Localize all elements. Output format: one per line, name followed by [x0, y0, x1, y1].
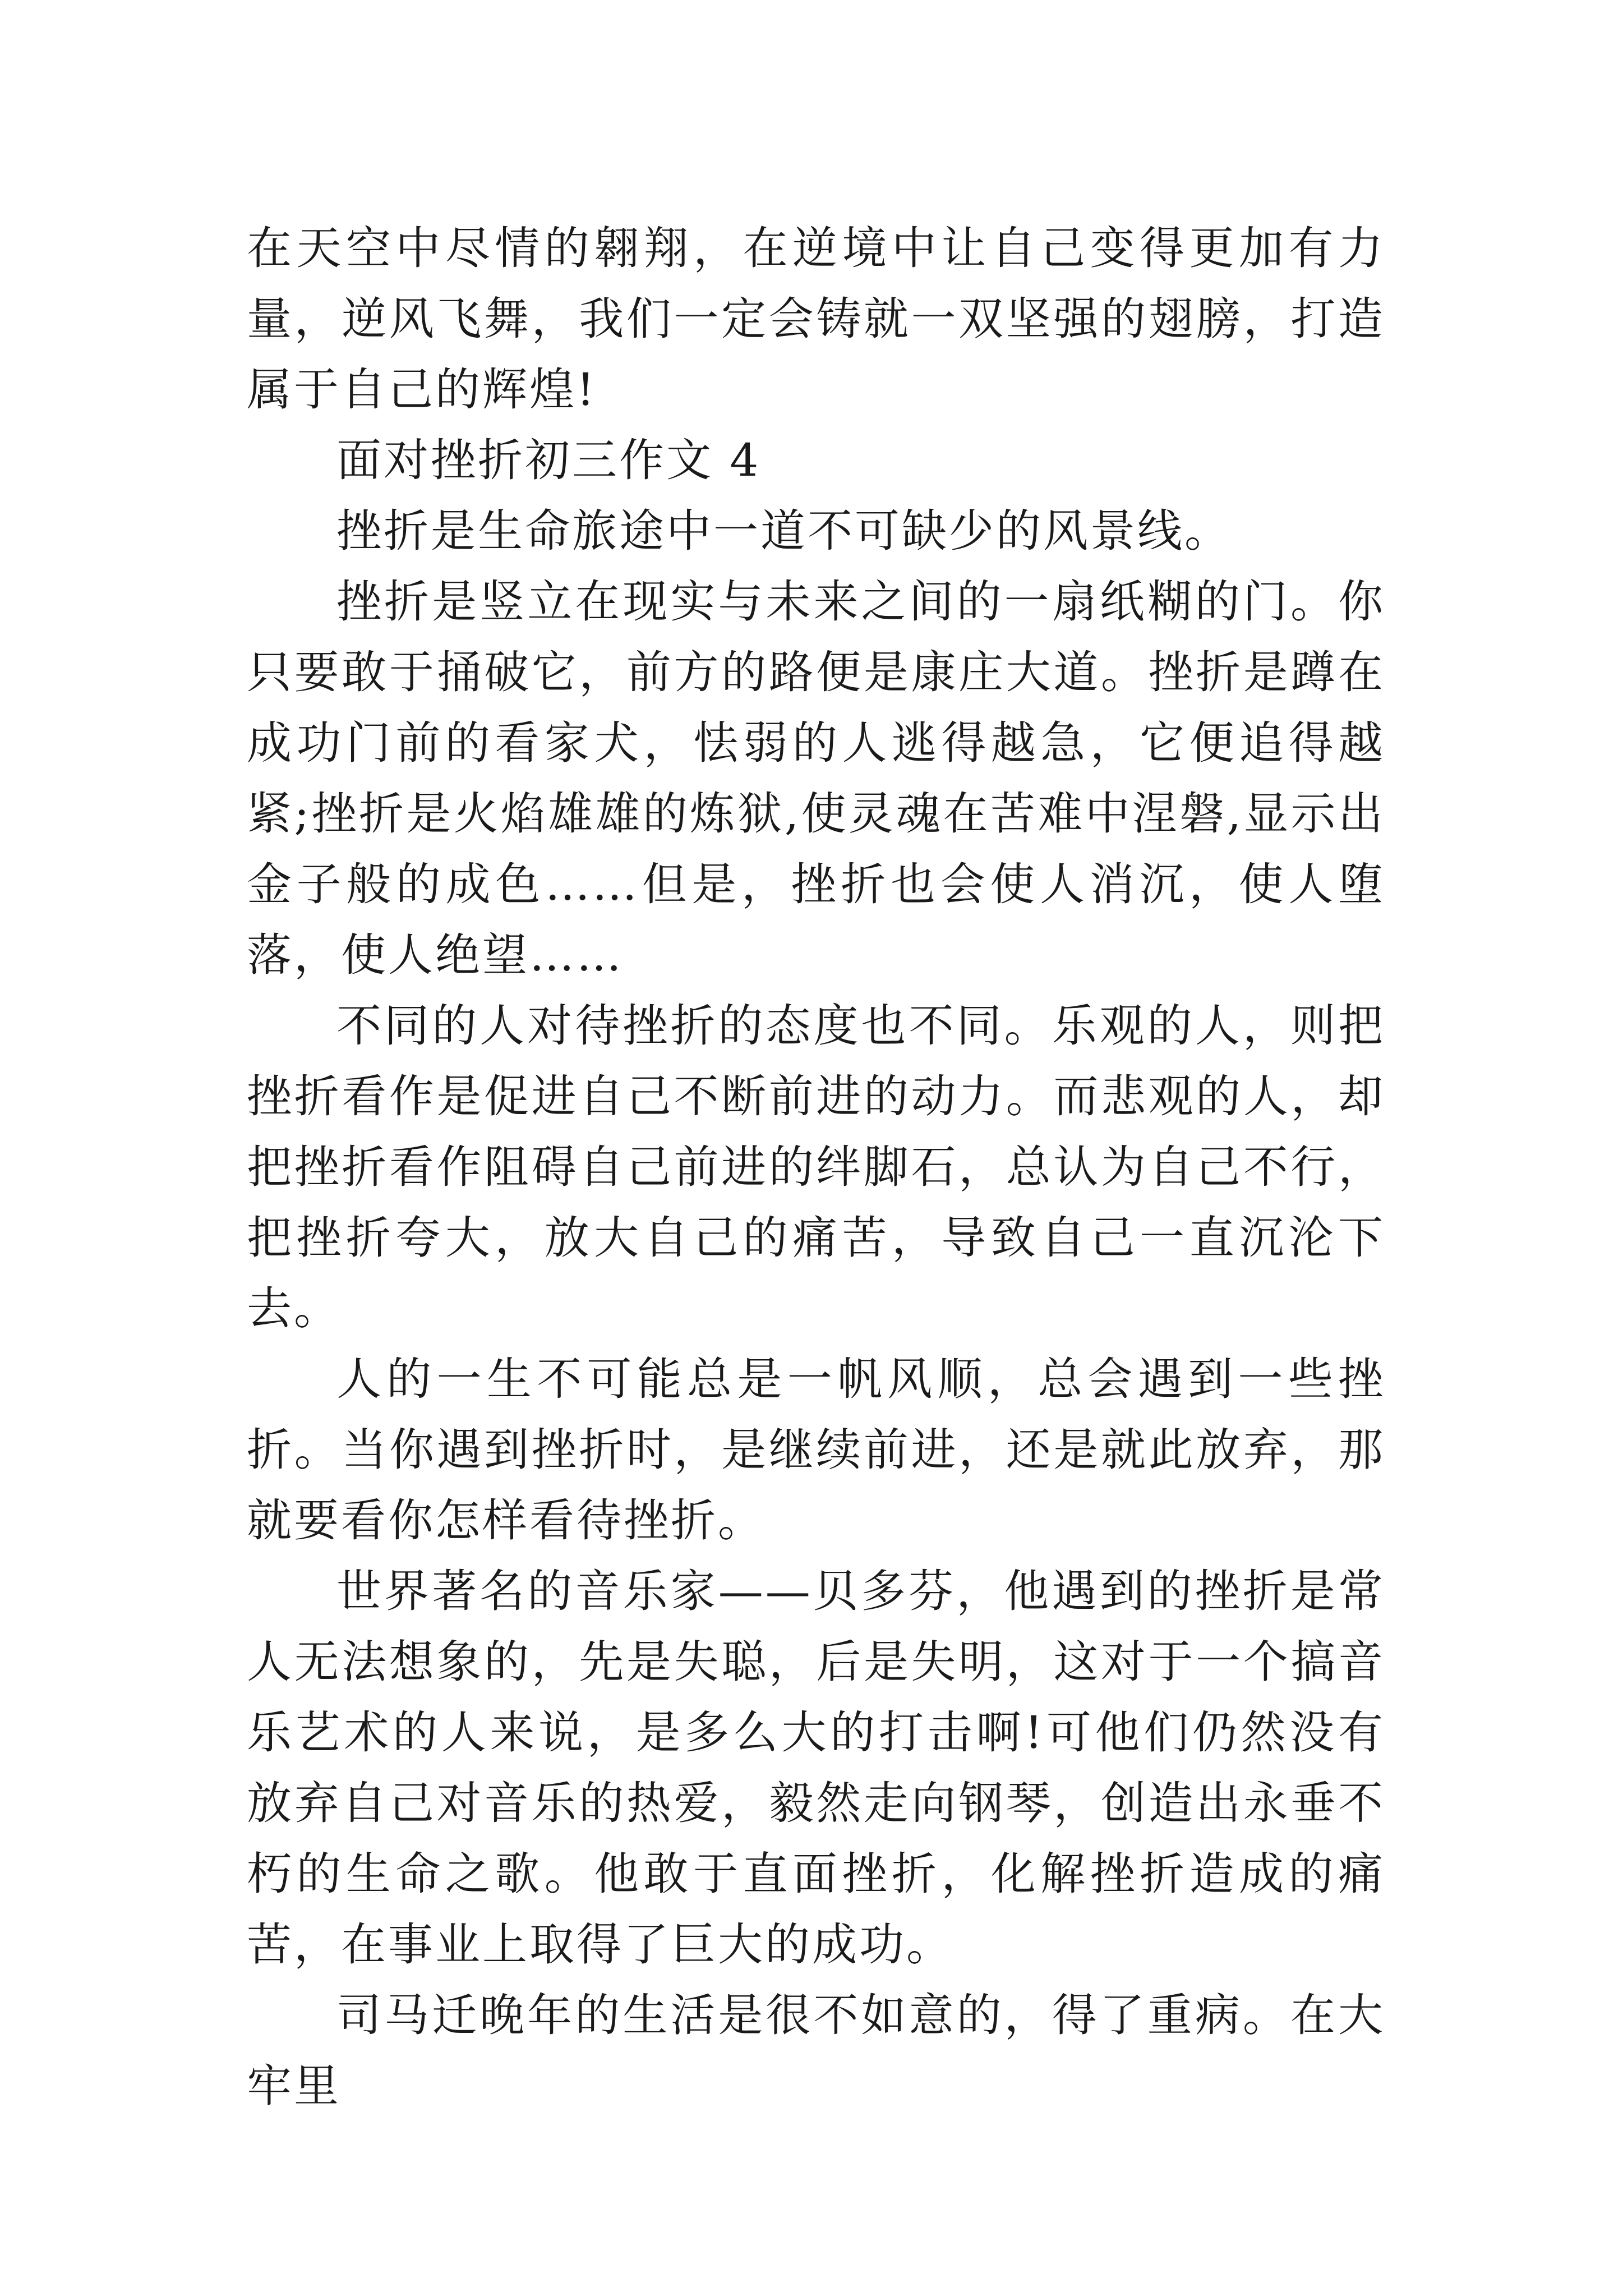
essay-heading: 面对挫折初三作文 4 — [336, 434, 761, 486]
paragraph: 挫折是竖立在现实与未来之间的一扇纸糊的门。你只要敢于捅破它，前方的路便是康庄大道。挫折是蹲在成功门前的看家犬，怯弱的人逃得越急，它便追得越紧;挫折是火焰雄雄的炼狱,使灵魂在苦难中涅磐,显示出金子般的成色……但是，挫折也会使人消沉，使人堕落，使人绝望…… — [247, 576, 1385, 981]
document-body — [247, 213, 1385, 2122]
paragraph: 司马迁晚年的生活是很不如意的，得了重病。在大牢里 — [247, 1989, 1385, 2112]
paragraph: 世界著名的音乐家——贝多芬，他遇到的挫折是常人无法想象的，先是失聪，后是失明，这对于一个搞音乐艺术的人来说，是多么大的打击啊!可他们仍然没有放弃自己对音乐的热爱，毅然走向钢琴，创造出永垂不朽的生命之歌。他敢于直面挫折，化解挫折造成的痛苦，在事业上取得了巨大的成功。 — [247, 1565, 1385, 1971]
paragraph: 人的一生不可能总是一帆风顺，总会遇到一些挫折。当你遇到挫折时，是继续前进，还是就此放弃，那就要看你怎样看待挫折。 — [247, 1353, 1385, 1547]
paragraph: 不同的人对待挫折的态度也不同。乐观的人，则把挫折看作是促进自己不断前进的动力。而悲观的人，却把挫折看作阻碍自己前进的绊脚石，总认为自己不行，把挫折夸大，放大自己的痛苦，导致自己一直沉沦下去。 — [247, 1000, 1385, 1335]
paragraph: 挫折是生命旅途中一道不可缺少的风景线。 — [336, 505, 1232, 557]
paragraph-continuation: 在天空中尽情的翱翔，在逆境中让自己变得更加有力量，逆风飞舞，我们一定会铸就一双坚强的翅膀，打造属于自己的辉煌! — [247, 222, 1385, 416]
